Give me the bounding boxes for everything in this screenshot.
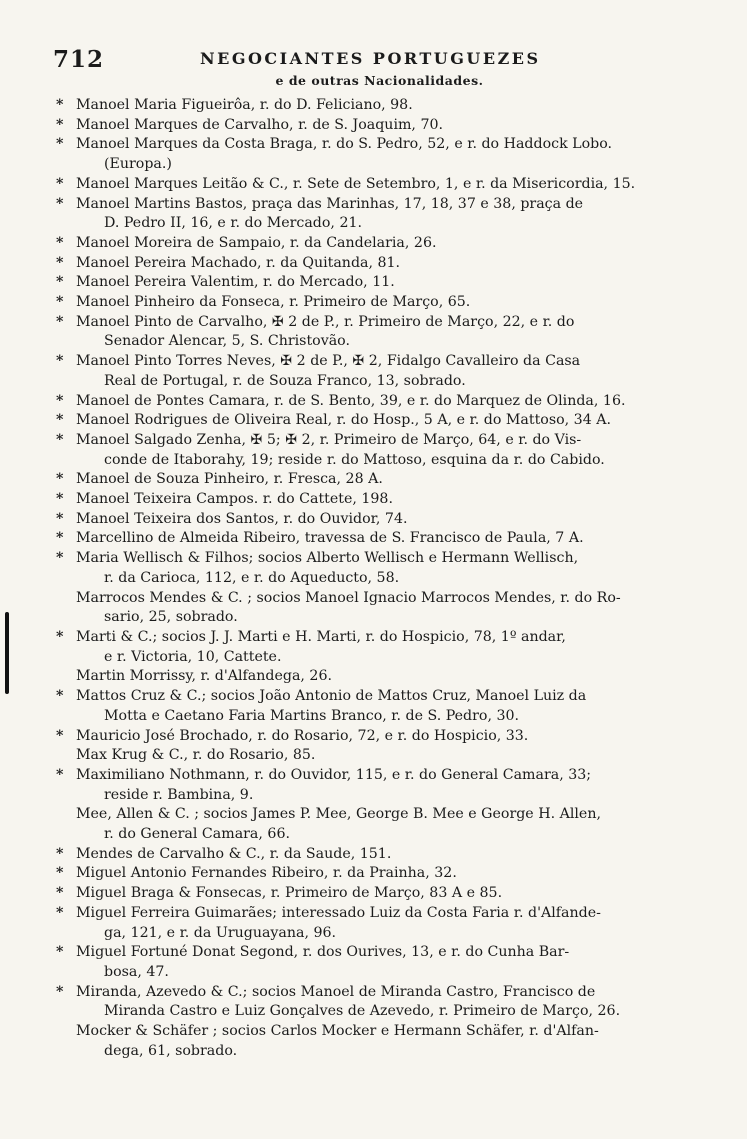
entry-line: Miguel Fortuné Donat Segond, r. dos Ourives, 13, e r. do Cunha Bar- bbox=[76, 944, 570, 961]
star-marker-icon: * bbox=[56, 313, 64, 330]
directory-entry bbox=[54, 943, 714, 982]
star-marker-icon: * bbox=[56, 550, 64, 567]
entry-continuation-line: Senador Alencar, 5, S. Christovão. bbox=[104, 333, 350, 350]
directory-entry bbox=[54, 746, 714, 766]
directory-entry bbox=[54, 96, 714, 116]
directory-entries bbox=[54, 96, 714, 1061]
star-marker-icon: * bbox=[56, 628, 64, 645]
star-marker-icon: * bbox=[56, 766, 64, 783]
entry-line: Marcellino de Almeida Ribeiro, travessa de S. Francisco de Paula, 7 A. bbox=[76, 530, 584, 547]
entry-line: Mauricio José Brochado, r. do Rosario, 72, e r. do Hospicio, 33. bbox=[76, 727, 529, 744]
entry-line: Manoel Salgado Zenha, ✠ 5; ✠ 2, r. Primeiro de Março, 64, e r. do Vis- bbox=[76, 431, 582, 448]
entry-line: Maria Wellisch & Filhos; socios Alberto Wellisch e Hermann Wellisch, bbox=[76, 550, 579, 567]
entry-continuation-line: r. da Carioca, 112, e r. do Aqueducto, 58. bbox=[104, 569, 400, 586]
star-marker-icon: * bbox=[56, 431, 64, 448]
star-marker-icon: * bbox=[56, 885, 64, 902]
entry-line: Max Krug & C., r. do Rosario, 85. bbox=[76, 747, 316, 764]
directory-entry bbox=[54, 1022, 714, 1061]
directory-entry bbox=[54, 313, 714, 352]
entry-line: Manoel Teixeira Campos. r. do Cattete, 198. bbox=[76, 491, 393, 508]
entry-line: Miranda, Azevedo & C.; socios Manoel de Miranda Castro, Francisco de bbox=[76, 983, 596, 1000]
star-marker-icon: * bbox=[56, 234, 64, 251]
entry-line: Maximiliano Nothmann, r. do Ouvidor, 115, e r. do General Camara, 33; bbox=[76, 766, 592, 783]
star-marker-icon: * bbox=[56, 510, 64, 527]
entry-line: Manoel Teixeira dos Santos, r. do Ouvidor, 74. bbox=[76, 510, 408, 527]
directory-entry bbox=[54, 254, 714, 274]
star-marker-icon: * bbox=[56, 412, 64, 429]
star-marker-icon: * bbox=[56, 274, 64, 291]
directory-entry bbox=[54, 273, 714, 293]
directory-entry bbox=[54, 116, 714, 136]
directory-entry bbox=[54, 549, 714, 588]
entry-continuation-line: e r. Victoria, 10, Cattete. bbox=[104, 648, 282, 665]
entry-continuation-line: bosa, 47. bbox=[104, 963, 169, 980]
directory-entry bbox=[54, 411, 714, 431]
directory-entry bbox=[54, 727, 714, 747]
directory-entry bbox=[54, 234, 714, 254]
entry-line: Martin Morrissy, r. d'Alfandega, 26. bbox=[76, 668, 332, 685]
directory-entry bbox=[54, 510, 714, 530]
directory-entry bbox=[54, 431, 714, 470]
entry-line: Marrocos Mendes & C. ; socios Manoel Ignacio Marrocos Mendes, r. do Ro- bbox=[76, 589, 621, 606]
page-number: 712 bbox=[53, 46, 105, 73]
entry-line: Manoel Maria Figueirôa, r. do D. Feliciano, 98. bbox=[76, 97, 413, 113]
entry-line: Marti & C.; socios J. J. Marti e H. Marti, r. do Hospicio, 78, 1º andar, bbox=[76, 628, 566, 645]
directory-entry bbox=[54, 687, 714, 726]
entry-continuation-line: Miranda Castro e Luiz Gonçalves de Azevedo, r. Primeiro de Março, 26. bbox=[104, 1003, 621, 1020]
directory-entry bbox=[54, 392, 714, 412]
entry-line: Mee, Allen & C. ; socios James P. Mee, George B. Mee e George H. Allen, bbox=[76, 806, 601, 823]
entry-line: Manoel Pinto Torres Neves, ✠ 2 de P., ✠ 2, Fidalgo Cavalleiro da Casa bbox=[76, 353, 581, 370]
directory-entry bbox=[54, 293, 714, 313]
directory-entry bbox=[54, 667, 714, 687]
entry-line: Manoel Marques da Costa Braga, r. do S. Pedro, 52, e r. do Haddock Lobo. bbox=[76, 136, 613, 153]
entry-line: Miguel Braga & Fonsecas, r. Primeiro de Março, 83 A e 85. bbox=[76, 885, 503, 902]
entry-continuation-line: Real de Portugal, r. de Souza Franco, 13, sobrado. bbox=[104, 372, 466, 389]
entry-line: Manoel Pereira Machado, r. da Quitanda, 81. bbox=[76, 254, 401, 271]
entry-line: Manoel de Souza Pinheiro, r. Fresca, 28 A. bbox=[76, 471, 383, 488]
star-marker-icon: * bbox=[56, 944, 64, 961]
entry-line: Manoel Pinto de Carvalho, ✠ 2 de P., r. Primeiro de Março, 22, e r. do bbox=[76, 313, 575, 330]
directory-entry bbox=[54, 352, 714, 391]
directory-entry bbox=[54, 529, 714, 549]
entry-line: Manoel de Pontes Camara, r. de S. Bento, 39, e r. do Marquez de Olinda, 16. bbox=[76, 392, 626, 409]
entry-line: Manoel Moreira de Sampaio, r. da Candelaria, 26. bbox=[76, 234, 437, 251]
star-marker-icon: * bbox=[56, 983, 64, 1000]
directory-entry bbox=[54, 904, 714, 943]
star-marker-icon: * bbox=[56, 727, 64, 744]
directory-entry bbox=[54, 884, 714, 904]
entry-line: Manoel Rodrigues de Oliveira Real, r. do Hosp., 5 A, e r. do Mattoso, 34 A. bbox=[76, 412, 611, 429]
star-marker-icon: * bbox=[56, 904, 64, 921]
directory-entry bbox=[54, 135, 714, 174]
star-marker-icon: * bbox=[56, 471, 64, 488]
star-marker-icon: * bbox=[56, 353, 64, 370]
directory-entry bbox=[54, 490, 714, 510]
entry-continuation-line: ga, 121, e r. da Uruguayana, 96. bbox=[104, 924, 337, 941]
section-subtitle: e de outras Nacionalidades. bbox=[275, 73, 484, 88]
entry-line: Mocker & Schäfer ; socios Carlos Mocker e Hermann Schäfer, r. d'Alfan- bbox=[76, 1023, 599, 1040]
entry-continuation-line: (Europa.) bbox=[104, 156, 172, 173]
entry-line: Miguel Ferreira Guimarães; interessado Luiz da Costa Faria r. d'Alfande- bbox=[76, 904, 601, 921]
star-marker-icon: * bbox=[56, 195, 64, 212]
entry-line: Manoel Pereira Valentim, r. do Mercado, 11. bbox=[76, 274, 395, 291]
star-marker-icon: * bbox=[56, 491, 64, 508]
star-marker-icon: * bbox=[56, 136, 64, 153]
entry-continuation-line: sario, 25, sobrado. bbox=[104, 609, 238, 626]
binding-mark bbox=[5, 612, 9, 694]
entry-continuation-line: dega, 61, sobrado. bbox=[104, 1042, 238, 1059]
entry-line: Manoel Martins Bastos, praça das Marinhas, 17, 18, 37 e 38, praça de bbox=[76, 195, 584, 212]
directory-entry bbox=[54, 628, 714, 667]
directory-entry bbox=[54, 845, 714, 865]
star-marker-icon: * bbox=[56, 254, 64, 271]
entry-continuation-line: reside r. Bambina, 9. bbox=[104, 786, 254, 803]
entry-line: Manoel Marques de Carvalho, r. de S. Joaquim, 70. bbox=[76, 116, 444, 133]
directory-entry bbox=[54, 175, 714, 195]
star-marker-icon: * bbox=[56, 530, 64, 547]
entry-line: Mattos Cruz & C.; socios João Antonio de Mattos Cruz, Manoel Luiz da bbox=[76, 688, 587, 705]
directory-entry bbox=[54, 589, 714, 628]
directory-entry bbox=[54, 195, 714, 234]
directory-entry bbox=[54, 805, 714, 844]
star-marker-icon: * bbox=[56, 97, 64, 113]
entry-continuation-line: D. Pedro II, 16, e r. do Mercado, 21. bbox=[104, 215, 363, 232]
directory-entry bbox=[54, 470, 714, 490]
directory-entry bbox=[54, 864, 714, 884]
running-header: NEGOCIANTES PORTUGUEZES bbox=[200, 49, 541, 68]
entry-line: Mendes de Carvalho & C., r. da Saude, 151. bbox=[76, 845, 392, 862]
entry-line: Miguel Antonio Fernandes Ribeiro, r. da Prainha, 32. bbox=[76, 865, 457, 882]
star-marker-icon: * bbox=[56, 294, 64, 311]
star-marker-icon: * bbox=[56, 688, 64, 705]
entry-continuation-line: conde de Itaborahy, 19; reside r. do Mattoso, esquina da r. do Cabido. bbox=[104, 451, 605, 468]
star-marker-icon: * bbox=[56, 865, 64, 882]
star-marker-icon: * bbox=[56, 845, 64, 862]
entry-continuation-line: Motta e Caetano Faria Martins Branco, r. de S. Pedro, 30. bbox=[104, 707, 520, 724]
entry-continuation-line: r. do General Camara, 66. bbox=[104, 826, 290, 843]
directory-entry bbox=[54, 766, 714, 805]
entry-line: Manoel Marques Leitão & C., r. Sete de Setembro, 1, e r. da Misericordia, 15. bbox=[76, 175, 636, 192]
star-marker-icon: * bbox=[56, 392, 64, 409]
entry-line: Manoel Pinheiro da Fonseca, r. Primeiro de Março, 65. bbox=[76, 294, 471, 311]
directory-entry bbox=[54, 983, 714, 1022]
star-marker-icon: * bbox=[56, 175, 64, 192]
star-marker-icon: * bbox=[56, 116, 64, 133]
